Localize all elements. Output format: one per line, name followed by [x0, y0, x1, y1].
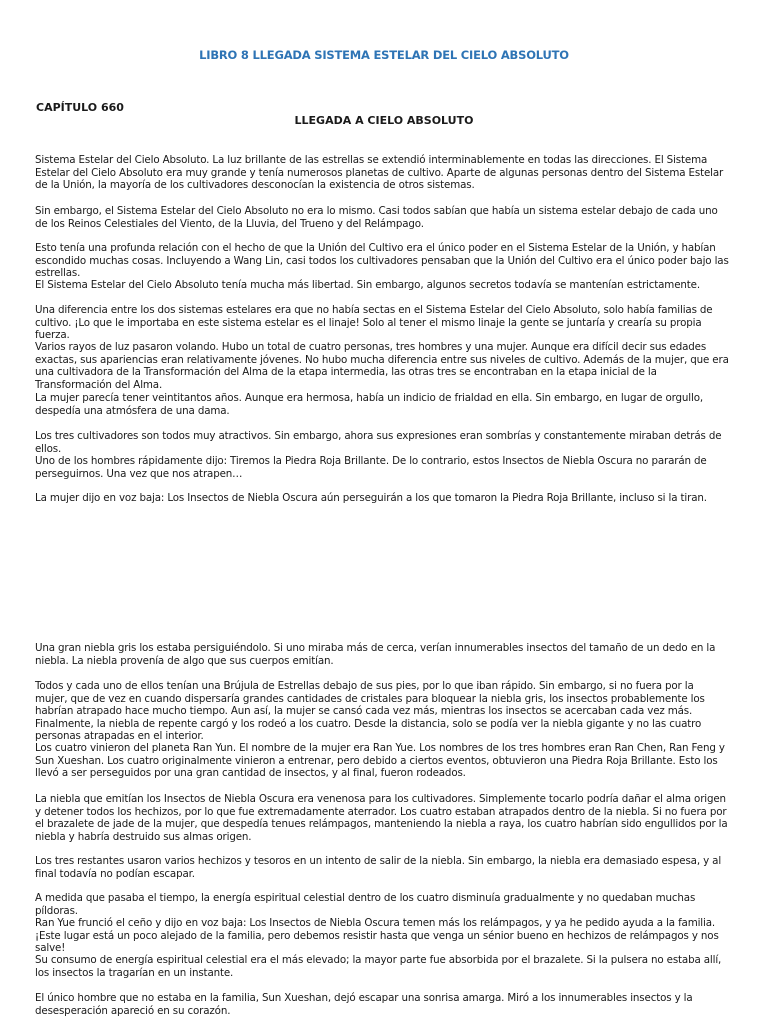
chapter-title: LLEGADA A CIELO ABSOLUTO [294, 114, 474, 127]
paragraph: El Sistema Estelar del Cielo Absoluto tenía mucha más libertad. Sin embargo, algunos secretos todavía se mantenían estrictamente. [35, 279, 700, 291]
paragraph: La mujer dijo en voz baja: Los Insectos de Niebla Oscura aún perseguirán a los que tomaron la Piedra Roja Brillante, incluso si la tiran. [35, 492, 707, 504]
paragraph: Esto tenía una profunda relación con el hecho de que la Unión del Cultivo era el único poder en el Sistema Estelar de la Unión, y habían escondido muchas cosas. Incluyendo a Wang Lin, casi todos los cultivadores pensaban que la Unión del Cultivo era el único poder bajo las estrellas. [35, 242, 729, 280]
paragraph: Uno de los hombres rápidamente dijo: Tiremos la Piedra Roja Brillante. De lo contrario, estos Insectos de Niebla Oscura no pararán de perseguirnos. Una vez que nos atrapen… [35, 455, 707, 480]
paragraph: Una diferencia entre los dos sistemas estelares era que no había sectas en el Sistema Estelar del Cielo Absoluto, solo había familias de cultivo. ¡Lo que le importaba en este sistema estelar es el linaje! Solo al tener el mismo linaje la gente se juntaría y crearía su propia fuerza. [35, 304, 713, 342]
paragraph: Sistema Estelar del Cielo Absoluto. La luz brillante de las estrellas se extendió interminablemente en todas las direcciones. El Sistema Estelar del Cielo Absoluto era muy grande y tenía numerosos planetas de cultivo. Aparte de algunas personas dentro del Sistema Estelar de la Unión, la mayoría de los cultivadores desconocían la existencia de otros sistemas. [35, 154, 724, 192]
paragraph: La niebla que emitían los Insectos de Niebla Oscura era venenosa para los cultivadores. Simplemente tocarlo podría dañar el alma origen y detener todos los hechizos, por lo que fue extremadamente aterrador. Los cuatro estaban atrapados dentro de la niebla. Si no fuera por el brazalete de jade de la mujer, que despedía tenues relámpagos, manteniendo la niebla a raya, los cuatro habrían sido engullidos por la niebla y habría destruido sus almas origen. [35, 793, 728, 843]
paragraph: Varios rayos de luz pasaron volando. Hubo un total de cuatro personas, tres hombres y una mujer. Aunque era difícil decir sus edades exactas, sus apariencias eran relativamente jóvenes. No hubo mucha diferencia entre sus niveles de cultivo. Además de la mujer, que era una cultivadora de la Transformación del Alma de la etapa intermedia, las otras tres se encontraban en la etapa inicial de la Transformación del Alma. [35, 341, 729, 391]
paragraph: Sin embargo, el Sistema Estelar del Cielo Absoluto no era lo mismo. Casi todos sabían que había un sistema estelar debajo de cada uno de los Reinos Celestiales del Viento, de la Lluvia, del Trueno y del Relámpago. [35, 205, 718, 230]
paragraph: Los tres restantes usaron varios hechizos y tesoros en un intento de salir de la niebla. Sin embargo, la niebla era demasiado espesa, y al final todavía no podían escapar. [35, 855, 722, 880]
paragraph: El único hombre que no estaba en la familia, Sun Xueshan, dejó escapar una sonrisa amarga. Miró a los innumerables insectos y la desesperación apareció en su corazón. [35, 992, 693, 1017]
paragraph: Ran Yue frunció el ceño y dijo en voz baja: Los Insectos de Niebla Oscura temen más los relámpagos, y ya he pedido ayuda a la familia. ¡Este lugar está un poco alejado de la familia, pero debemos resistir hasta que venga un sénior bueno en hechizos de relámpagos y nos salve! [35, 917, 719, 955]
paragraph: Los cuatro vinieron del planeta Ran Yun. El nombre de la mujer era Ran Yue. Los nombres de los tres hombres eran Ran Chen, Ran Feng y Sun Xueshan. Los cuatro originalmente vinieron a entrenar, pero debido a ciertos eventos, obtuvieron una Piedra Roja Brillante. Esto los llevó a ser perseguidos por una gran cantidad de insectos, y al final, fueron rodeados. [35, 742, 725, 780]
paragraph: Una gran niebla gris los estaba persiguiéndolo. Si uno miraba más de cerca, verían innumerables insectos del tamaño de un dedo en la niebla. La niebla provenía de algo que sus cuerpos emitían. [35, 642, 716, 667]
chapter-number: CAPÍTULO 660 [36, 101, 124, 114]
paragraph: Todos y cada uno de ellos tenían una Brújula de Estrellas debajo de sus pies, por lo que iban rápido. Sin embargo, si no fuera por la mujer, que de vez en cuando dispersaría grandes cantidades de cristales para bloquear la niebla gris, los insectos probablemente los habrían atrapado hace mucho tiempo. Aun así, la mujer se cansó cada vez más, mientras los insectos se acercaban cada vez más. Finalmente, la niebla de repente cargó y los rodeó a los cuatro. Desde la distancia, solo se podía ver la niebla gigante y no las cuatro personas atrapadas en el interior. [35, 680, 705, 743]
book-title: LIBRO 8 LLEGADA SISTEMA ESTELAR DEL CIELO ABSOLUTO [199, 48, 569, 62]
paragraph: Los tres cultivadores son todos muy atractivos. Sin embargo, ahora sus expresiones eran sombrías y constantemente miraban detrás de ellos. [35, 430, 722, 455]
paragraph: A medida que pasaba el tiempo, la energía espiritual celestial dentro de los cuatro disminuía gradualmente y no quedaban muchas píldoras. [35, 892, 696, 917]
paragraph: La mujer parecía tener veintitantos años. Aunque era hermosa, había un indicio de frialdad en ella. Sin embargo, en lugar de orgullo, despedía una atmósfera de una dama. [35, 392, 703, 417]
paragraph: Su consumo de energía espiritual celestial era el más elevado; la mayor parte fue absorbida por el brazalete. Si la pulsera no estaba allí, los insectos la tragarían en un instante. [35, 954, 722, 979]
